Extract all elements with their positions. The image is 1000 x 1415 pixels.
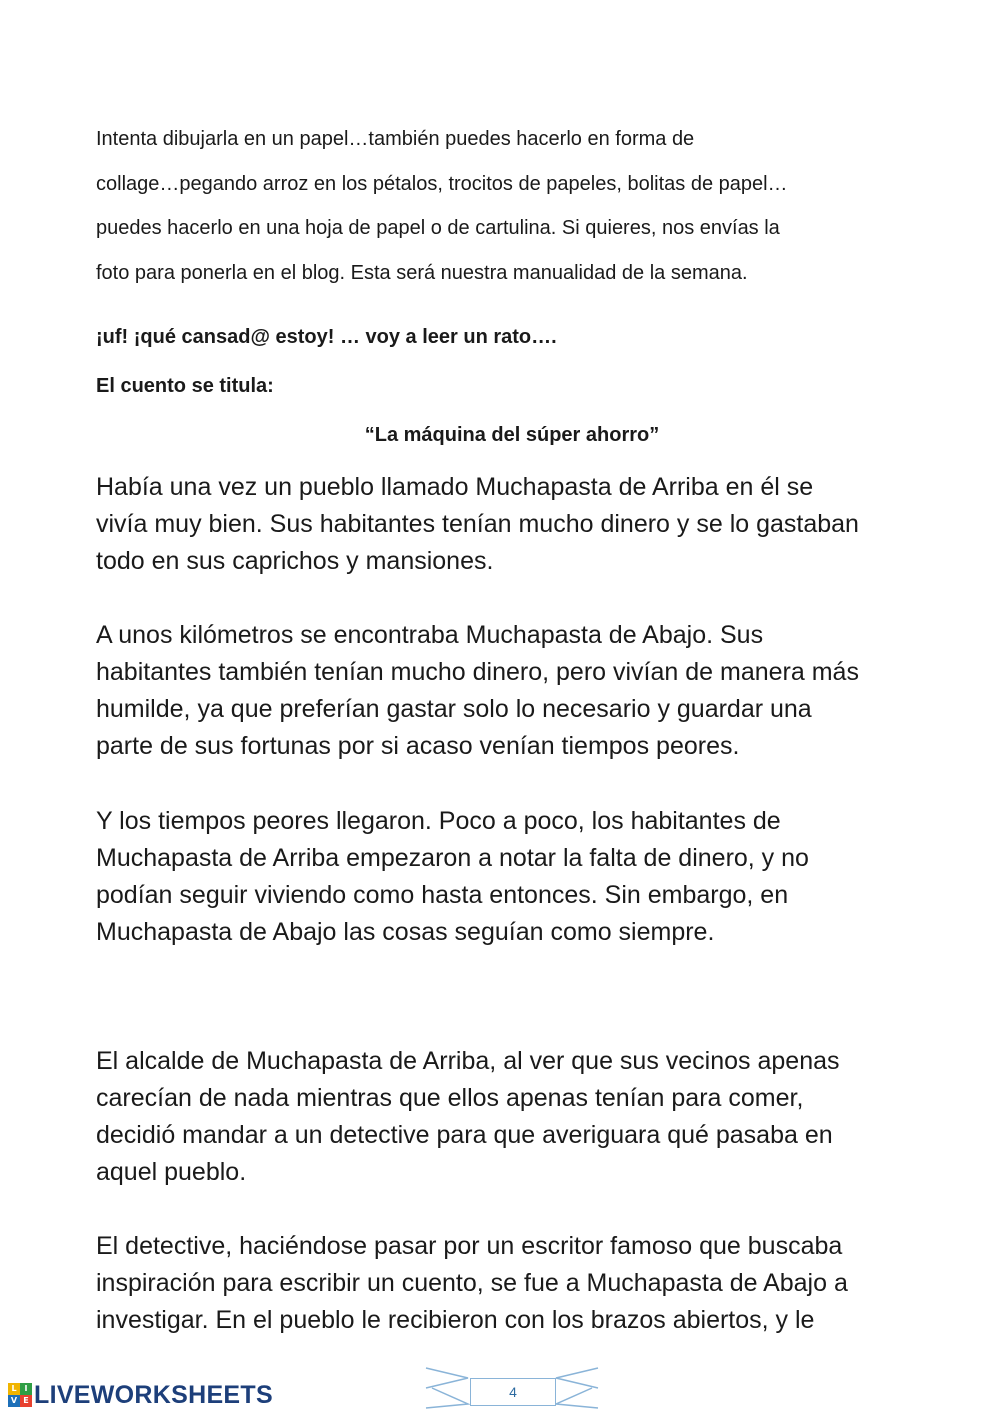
story-line: carecían de nada mientras que ellos apenas tenían para comer, xyxy=(96,1084,804,1112)
page-number-ornament xyxy=(424,1364,600,1410)
story-paragraph-3 xyxy=(96,803,956,951)
intro-line: Intenta dibujarla en un papel…también puedes hacerlo en forma de xyxy=(96,128,695,150)
story-line: Muchapasta de Arriba empezaron a notar la falta de dinero, y no xyxy=(96,844,809,872)
logo-text: LIVEWORKSHEETS xyxy=(34,1380,273,1409)
logo-mark-letter: E xyxy=(20,1395,32,1407)
story-line: El detective, haciéndose pasar por un escritor famoso que buscaba xyxy=(96,1232,843,1260)
story-line: aquel pueblo. xyxy=(96,1158,247,1186)
story-line: decidió mandar a un detective para que averiguara qué pasaba en xyxy=(96,1121,833,1149)
story-line: habitantes también tenían mucho dinero, pero vivían de manera más xyxy=(96,658,859,686)
story-paragraph-4 xyxy=(96,1043,956,1191)
logo-mark-letter: I xyxy=(20,1383,32,1395)
intro-paragraph xyxy=(96,117,926,295)
story-line: inspiración para escribir un cuento, se fue a Muchapasta de Abajo a xyxy=(96,1269,848,1297)
story-line: parte de sus fortunas por si acaso venían tiempos peores. xyxy=(96,732,740,760)
liveworksheets-logo[interactable] xyxy=(8,1378,273,1412)
story-line: Y los tiempos peores llegaron. Poco a poco, los habitantes de xyxy=(96,807,781,835)
intro-line: puedes hacerlo en una hoja de papel o de cartulina. Si quieres, nos envías la xyxy=(96,217,780,239)
story-paragraph-5 xyxy=(96,1228,956,1339)
story-line: todo en sus caprichos y mansiones. xyxy=(96,547,494,575)
story-line: humilde, ya que preferían gastar solo lo necesario y guardar una xyxy=(96,695,812,723)
story-intro-label: El cuento se titula: xyxy=(96,375,274,397)
liveworksheets-logo-icon xyxy=(8,1383,32,1407)
story-line: Muchapasta de Abajo las cosas seguían como siempre. xyxy=(96,918,715,946)
logo-mark-letter: V xyxy=(8,1395,20,1407)
story-line: investigar. En el pueblo le recibieron con los brazos abiertos, y le xyxy=(96,1306,815,1334)
intro-line: foto para ponerla en el blog. Esta será nuestra manualidad de la semana. xyxy=(96,261,748,284)
story-paragraph-1 xyxy=(96,469,956,580)
story-line: podían seguir viviendo como hasta entonces. Sin embargo, en xyxy=(96,881,789,909)
page-number: 4 xyxy=(470,1378,556,1406)
story-line: A unos kilómetros se encontraba Muchapasta de Abajo. Sus xyxy=(96,621,764,649)
exclamation-line: ¡uf! ¡qué cansad@ estoy! … voy a leer un rato…. xyxy=(96,326,557,348)
story-line: vivía muy bien. Sus habitantes tenían mucho dinero y se lo gastaban xyxy=(96,510,859,538)
intro-line: collage…pegando arroz en los pétalos, trocitos de papeles, bolitas de papel… xyxy=(96,172,788,195)
story-title: “La máquina del súper ahorro” xyxy=(364,424,660,446)
story-paragraph-2 xyxy=(96,617,956,765)
logo-mark-letter: L xyxy=(8,1383,20,1395)
story-line: El alcalde de Muchapasta de Arriba, al ver que sus vecinos apenas xyxy=(96,1047,840,1075)
story-line: Había una vez un pueblo llamado Muchapasta de Arriba en él se xyxy=(96,473,814,501)
